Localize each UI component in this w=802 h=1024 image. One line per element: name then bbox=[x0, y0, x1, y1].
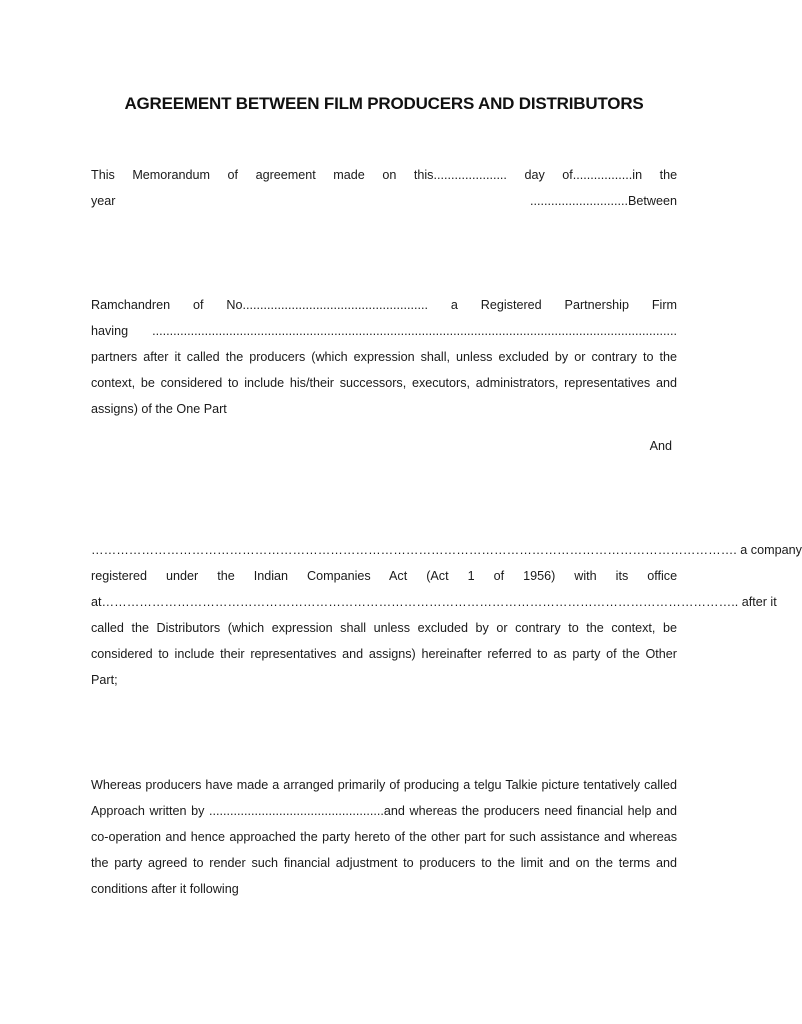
word: having bbox=[91, 324, 129, 338]
word: office bbox=[647, 569, 678, 583]
party-two-line-6: Part; bbox=[91, 673, 118, 687]
word: with bbox=[574, 569, 597, 583]
word: Memorandum bbox=[132, 168, 211, 182]
word: Registered bbox=[480, 298, 542, 312]
party-two-line-3 bbox=[91, 589, 777, 615]
company-name-blank: ………………………………………………………………………………………………………………………………………. bbox=[91, 543, 737, 557]
whereas-line-3: co-operation and hence approached the party hereto of the other part for such assistance and whereas bbox=[91, 830, 677, 844]
party-one-line-4: context, be considered to include his/their successors, executors, administrators, representatives and bbox=[91, 376, 677, 390]
word: This bbox=[91, 168, 115, 182]
word: its bbox=[615, 569, 629, 583]
word: company bbox=[750, 543, 802, 557]
producer-name: Ramchandren bbox=[91, 298, 171, 312]
party-two-line-1 bbox=[91, 537, 802, 563]
word: of bbox=[493, 569, 505, 583]
party-two-line-5: considered to include their representatives and assigns) hereinafter referred to as party of the Other bbox=[91, 647, 677, 661]
party-two-line-4: called the Distributors (which expression shall unless excluded by or contrary to the context, be bbox=[91, 621, 677, 635]
word: the bbox=[659, 168, 678, 182]
party-two-line-2 bbox=[91, 563, 677, 589]
word: after bbox=[741, 595, 767, 609]
date-month-blank: of.................in bbox=[562, 168, 643, 182]
whereas-line-2: Approach written by ..................................................and whereas the producers need financial help and bbox=[91, 804, 677, 818]
word: the bbox=[217, 569, 235, 583]
party-one-line-3: partners after it called the producers (which expression shall, unless excluded by or contrary to the bbox=[91, 350, 677, 364]
party-two-paragraph bbox=[91, 537, 802, 693]
word: of bbox=[227, 168, 239, 182]
word: Act bbox=[389, 569, 408, 583]
word: Firm bbox=[651, 298, 678, 312]
address-blank: No..................................................... bbox=[226, 298, 428, 312]
year-blank: ............................Between bbox=[530, 194, 677, 208]
partners-blank: ...................................................................................................................................................... bbox=[152, 324, 677, 338]
word: Partnership bbox=[564, 298, 629, 312]
word: of bbox=[193, 298, 204, 312]
party-one-line-2 bbox=[91, 318, 677, 344]
word: a bbox=[450, 298, 458, 312]
preamble-paragraph bbox=[91, 162, 677, 214]
word: a bbox=[740, 543, 748, 557]
party-one-paragraph bbox=[91, 292, 677, 422]
document-title: AGREEMENT BETWEEN FILM PRODUCERS AND DISTRIBUTORS bbox=[124, 94, 644, 113]
word: 1 bbox=[467, 569, 475, 583]
word: Companies bbox=[307, 569, 371, 583]
word: under bbox=[166, 569, 199, 583]
word: it bbox=[770, 595, 777, 609]
word: Indian bbox=[253, 569, 289, 583]
word: year bbox=[91, 194, 116, 208]
and-connector: And bbox=[649, 439, 672, 453]
word: day bbox=[524, 168, 545, 182]
party-one-line-1 bbox=[91, 292, 677, 318]
preamble-line-1 bbox=[91, 162, 677, 188]
word: (Act bbox=[426, 569, 449, 583]
word: 1956) bbox=[523, 569, 556, 583]
word: agreement bbox=[255, 168, 316, 182]
word: on bbox=[382, 168, 397, 182]
party-one-line-5: assigns) of the One Part bbox=[91, 402, 227, 416]
whereas-line-4: the party agreed to render such financial adjustment to producers to the limit and on the terms and bbox=[91, 856, 677, 870]
word: made bbox=[333, 168, 365, 182]
whereas-line-5: conditions after it following bbox=[91, 882, 239, 896]
word: registered bbox=[91, 569, 148, 583]
preamble-line-2 bbox=[91, 188, 677, 214]
whereas-line-1: Whereas producers have made a arranged primarily of producing a telgu Talkie picture tentatively called bbox=[91, 778, 677, 792]
office-address-blank: at…………………………………………………………………………………………………………………………………….. bbox=[91, 595, 739, 609]
date-day-blank: this..................... bbox=[413, 168, 507, 182]
whereas-paragraph bbox=[91, 772, 677, 902]
